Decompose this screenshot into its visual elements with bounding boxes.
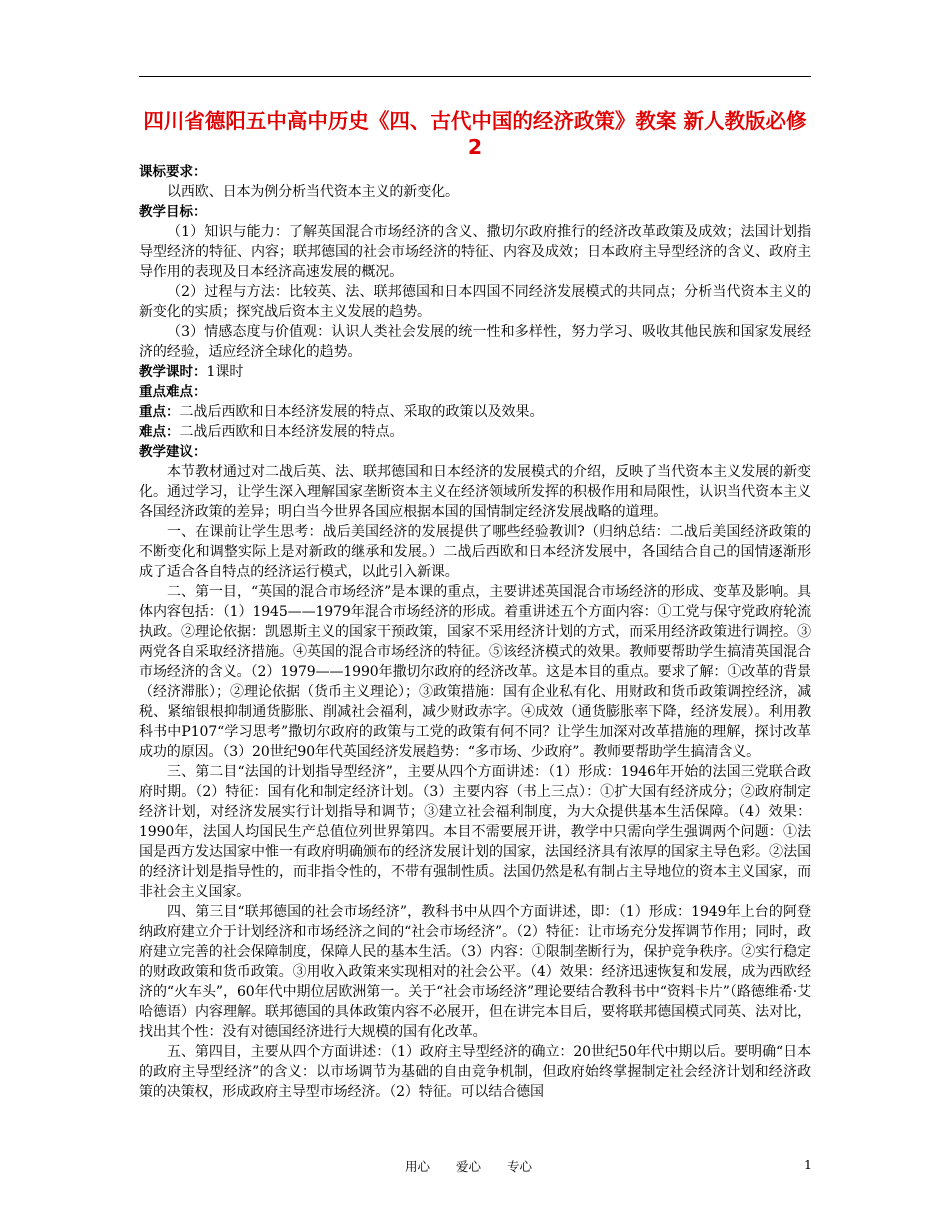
advice-paragraph-4: 四、第三目“联邦德国的社会市场经济”，教科书中从四个方面讲述，即：（1）形成：1949年上台的阿登纳政府建立介于计划经济和市场经济之间的“社会市场经济”。（2）特征：让市场充分发挥调节作用；同时，政府建立完善的社会保障制度，保障人民的基本生活。（3）内容：①限制垄断行为，保护竞争秩序。②实行稳定的财政政策和货币政策。③用收入政策来实现相对的社会公平。（4）效果：经济迅速恢复和发展，成为西欧经济的“火车头”，60年代中期位居欧洲第一。关于“社会市场经济”理论要结合教科书中“资料卡片”（路德维希·艾哈德语）内容理解。联邦德国的具体政策内容不必展开，但在讲完本目后，要将联邦德国模式同英、法对比，找出其个性：没有对德国经济进行大规模的国有化改革。 bbox=[139, 904, 811, 1040]
goal-1: （1）知识与能力：了解英国混合市场经济的含义、撒切尔政府推行的经济改革政策及成效；法国计划指导型经济的特征、内容；联邦德国的社会市场经济的特征、内容及成效；日本政府主导型经济的含义、政府主导作用的表现及日本经济高速发展的概况。 bbox=[139, 224, 811, 280]
section-heading-advice: 教学建议： bbox=[139, 444, 207, 460]
section-heading-hours: 教学课时： bbox=[139, 364, 207, 380]
footer-motto-1: 用心 bbox=[405, 1159, 431, 1174]
page-number: 1 bbox=[804, 1157, 812, 1172]
difficulty-line bbox=[139, 422, 811, 442]
advice-paragraph-2: 二、第一目，“英国的混合市场经济”是本课的重点，主要讲述英国混合市场经济的形成、变革及影响。具体内容包括：（1）1945——1979年混合市场经济的形成。着重讲述五个方面内容：①工党与保守党政府轮流执政。②理论依据：凯恩斯主义的国家干预政策，国家不采用经济计划的方式，而采用经济政策进行调控。③两党各自采取经济措施。④英国的混合市场经济的特征。⑤该经济模式的效果。教师要帮助学生搞清英国混合市场经济的含义。（2）1979——1990年撒切尔政府的经济改革。这是本目的重点。要求了解：①改革的背景（经济滞胀）；②理论依据（货币主义理论）；③政策措施：国有企业私有化、用财政和货币政策调控经济，减税、紧缩银根抑制通货膨胀、削减社会福利，减少财政赤字。④成效（通货膨胀率下降，经济发展）。利用教科书中P107“学习思考”撒切尔政府的政策与工党的政策有何不同？让学生加深对改革措施的理解，探讨改革成功的原因。（3）20世纪90年代英国经济发展趋势：“多市场、少政府”。教师要帮助学生搞清含义。 bbox=[139, 584, 811, 760]
section-heading-goals: 教学目标： bbox=[139, 204, 207, 220]
advice-intro: 本节教材通过对二战后英、法、联邦德国和日本经济的发展模式的介绍，反映了当代资本主义发展的新变化。通过学习，让学生深入理解国家垄断资本主义在经济领域所发挥的积极作用和局限性，认识当代资本主义各国经济政策的差异；明白当今世界各国应根据本国的国情制定经济发展战略的道理。 bbox=[139, 464, 811, 520]
advice-paragraph-3: 三、第二目“法国的计划指导型经济”，主要从四个方面讲述：（1）形成：1946年开始的法国三党联合政府时期。（2）特征：国有化和制定经济计划。（3）主要内容（书上三点）：①扩大国有经济成分；②政府制定经济计划，对经济发展实行计划指导和调节；③建立社会福利制度，为大众提供基本生活保障。（4）效果：1990年，法国人均国民生产总值位列世界第四。本目不需要展开讲，教学中只需向学生强调两个问题：①法国是西方发达国家中惟一有政府明确颁布的经济发展计划的国家，法国经济具有浓厚的国家主导色彩。②法国的经济计划是指导性的，而非指令性的，不带有强制性质。法国仍然是私有制占主导地位的资本主义国家，而非社会主义国家。 bbox=[139, 764, 811, 900]
footer-motto bbox=[405, 1157, 558, 1175]
document-body bbox=[139, 108, 811, 1102]
advice-paragraph-5: 五、第四目，主要从四个方面讲述：（1）政府主导型经济的确立：20世纪50年代中期以后。要明确“日本的政府主导型经济”的含义：以市场调节为基础的自由竞争机制，但政府始终掌握制定社会经济计划和经济政策的决策权，形成政府主导型市场经济。（2）特征。可以结合德国 bbox=[139, 1044, 811, 1100]
difficulty-text: 二战后西欧和日本经济发展的特点。 bbox=[179, 424, 404, 440]
hours-line bbox=[139, 362, 811, 382]
page-title: 四川省德阳五中高中历史《四、古代中国的经济政策》教案 新人教版必修2 bbox=[143, 109, 807, 159]
section-heading-curriculum: 课标要求： bbox=[139, 164, 207, 180]
curriculum-text: 以西欧、日本为例分析当代资本主义的新变化。 bbox=[167, 184, 459, 200]
key-point-label: 重点： bbox=[139, 404, 180, 420]
difficulty-label: 难点： bbox=[139, 424, 180, 440]
goal-2: （2）过程与方法：比较英、法、联邦德国和日本四国不同经济发展模式的共同点；分析当代资本主义的新变化的实质；探究战后资本主义发展的趋势。 bbox=[139, 284, 811, 320]
hours-text: 1课时 bbox=[206, 364, 244, 380]
footer-motto-3: 专心 bbox=[507, 1159, 533, 1174]
key-point-text: 二战后西欧和日本经济发展的特点、采取的政策以及效果。 bbox=[179, 404, 544, 420]
footer-motto-2: 爱心 bbox=[456, 1159, 482, 1174]
key-point-line bbox=[139, 402, 811, 422]
header-rule bbox=[139, 76, 811, 77]
advice-paragraph-1: 一、在课前让学生思考：战后美国经济的发展提供了哪些经验教训?（归纳总结：二战后美国经济政策的不断变化和调整实际上是对新政的继承和发展。）二战后西欧和日本经济发展中，各国结合自己的国情逐渐形成了适合各自特点的经济运行模式，以此引入新课。 bbox=[139, 524, 811, 580]
goal-3: （3）情感态度与价值观：认识人类社会发展的统一性和多样性，努力学习、吸收其他民族和国家发展经济的经验，适应经济全球化的趋势。 bbox=[139, 324, 811, 360]
section-heading-key-difficult: 重点难点： bbox=[139, 384, 207, 400]
